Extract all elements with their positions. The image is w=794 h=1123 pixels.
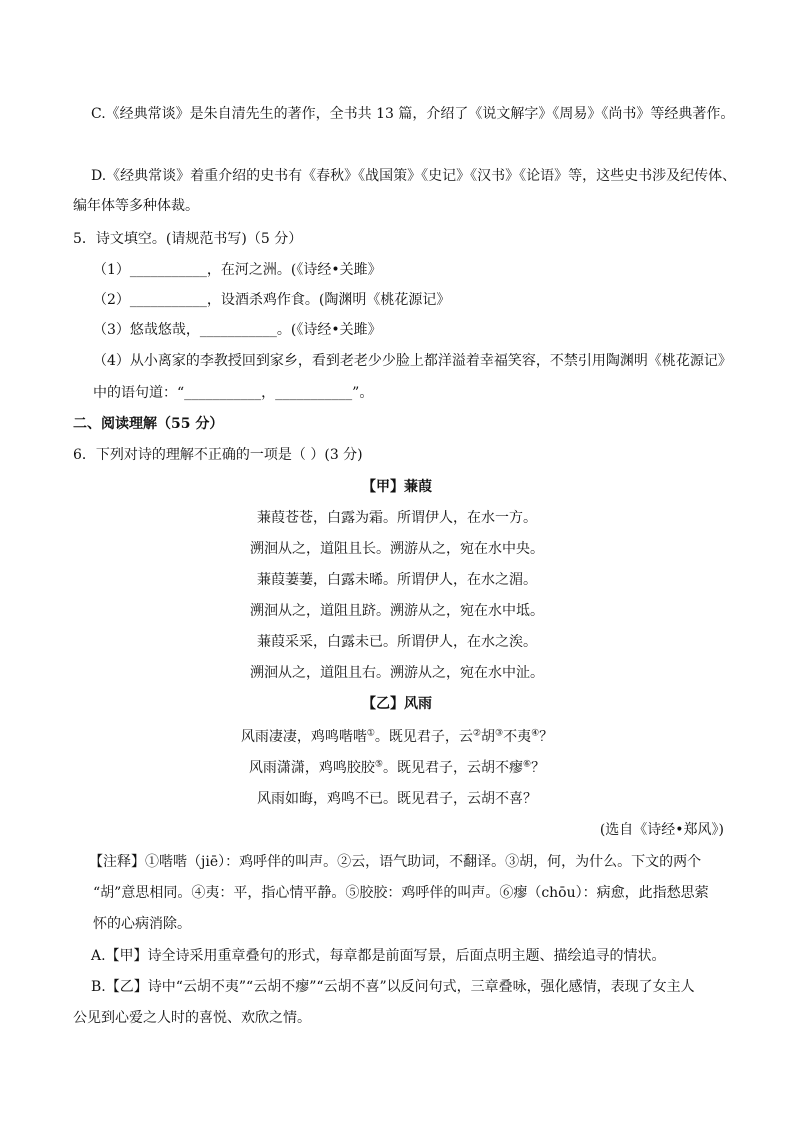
option-b-line1: B.【乙】诗中“云胡不夷”“云胡不瘳”“云胡不喜”以反问句式，三章叠咏，强化感情，表现了女主人 [91,979,695,995]
option-b-line2: 公见到心爱之人时的喜悦、欢欣之情。 [73,1010,311,1026]
poem-1-title: 【甲】蒹葭 [362,479,432,495]
notes-line: 【注释】①喈喈（jiē）：鸡呼伴的叫声。②云，语气助词，不翻译。③胡，何，为什么。下文的两个 [89,854,702,870]
footnote-marker: ⑥ [523,759,532,770]
poem-2-line: 风雨凄凄，鸡鸣喈喈①。既见君子，云②胡③不夷④？ [240,728,554,745]
poem-1-line: 溯洄从之，道阻且长。溯游从之，宛在水中央。 [250,541,544,557]
poem-1-line: 蒹葭采采，白露未已。所谓伊人，在水之涘。 [257,634,537,650]
option-c: C.《经典常谈》是朱自清先生的著作，全书共 13 篇，介绍了《说文解字》《周易》《尚书》等经典著作。 [91,106,735,122]
question-5-item-4-cont: 中的语句道：“___________，___________”。 [93,385,374,401]
poem-2-line: 风雨如晦，鸡鸣不已。既见君子，云胡不喜？ [257,791,537,807]
poem-1-line: 蒹葭苍苍，白露为霜。所谓伊人，在水一方。 [257,510,537,526]
poem-2-line: 风雨潇潇，鸡鸣胶胶⑤。既见君子，云胡不瘳⑥？ [248,759,546,776]
poem-1-line: 溯洄从之，道阻且右。溯游从之，宛在水中沚。 [250,665,544,681]
option-d-line2: 编年体等多种体裁。 [73,198,199,214]
footnote-marker: ① [366,728,375,739]
poem-1-line: 蒹葭萋萋，白露未晞。所谓伊人，在水之湄。 [257,572,537,588]
question-5-title: 5．诗文填空。(请规范书写)（5 分） [73,231,303,247]
question-5-item-4: （4）从小离家的李教授回到家乡，看到老老少少脸上都洋溢着幸福笑容，不禁引用陶渊明《桃花源记》 [93,353,732,369]
question-5-item-2: （2）___________，设酒杀鸡作食。(陶渊明《桃花源记》 [93,292,451,308]
footnote-marker: ③ [495,728,504,739]
footnote-marker: ② [472,728,481,739]
notes-line: 怀的心病消除。 [93,916,191,932]
footnote-marker: ④ [531,728,540,739]
poem-1-line: 溯洄从之，道阻且跻。溯游从之，宛在水中坻。 [250,603,544,619]
notes-line: “胡”意思相同。④夷：平，指心情平静。⑤胶胶：鸡呼伴的叫声。⑥瘳（chōu）：病愈，此指愁思萦 [93,885,709,901]
option-a: A.【甲】诗全诗采用重章叠句的形式，每章都是前面写景，后面点明主题、描绘追寻的情状。 [91,948,666,964]
footnote-marker: ⑤ [374,759,383,770]
question-6-title: 6．下列对诗的理解不正确的一项是（ ）(3 分) [73,447,363,463]
section-2-title: 二、阅读理解（55 分） [73,416,224,432]
poem-source: (选自《诗经•郑风》) [599,822,724,838]
poem-2-title: 【乙】风雨 [362,696,432,712]
question-5-item-3: （3）悠哉悠哉，___________。(《诗经•关雎》 [93,322,382,338]
question-5-item-1: （1）___________，在河之洲。(《诗经•关雎》 [93,262,382,278]
option-d-line1: D.《经典常谈》着重介绍的史书有《春秋》《战国策》《史记》《汉书》《论语》等，这些史书涉及纪传体、 [91,168,737,184]
